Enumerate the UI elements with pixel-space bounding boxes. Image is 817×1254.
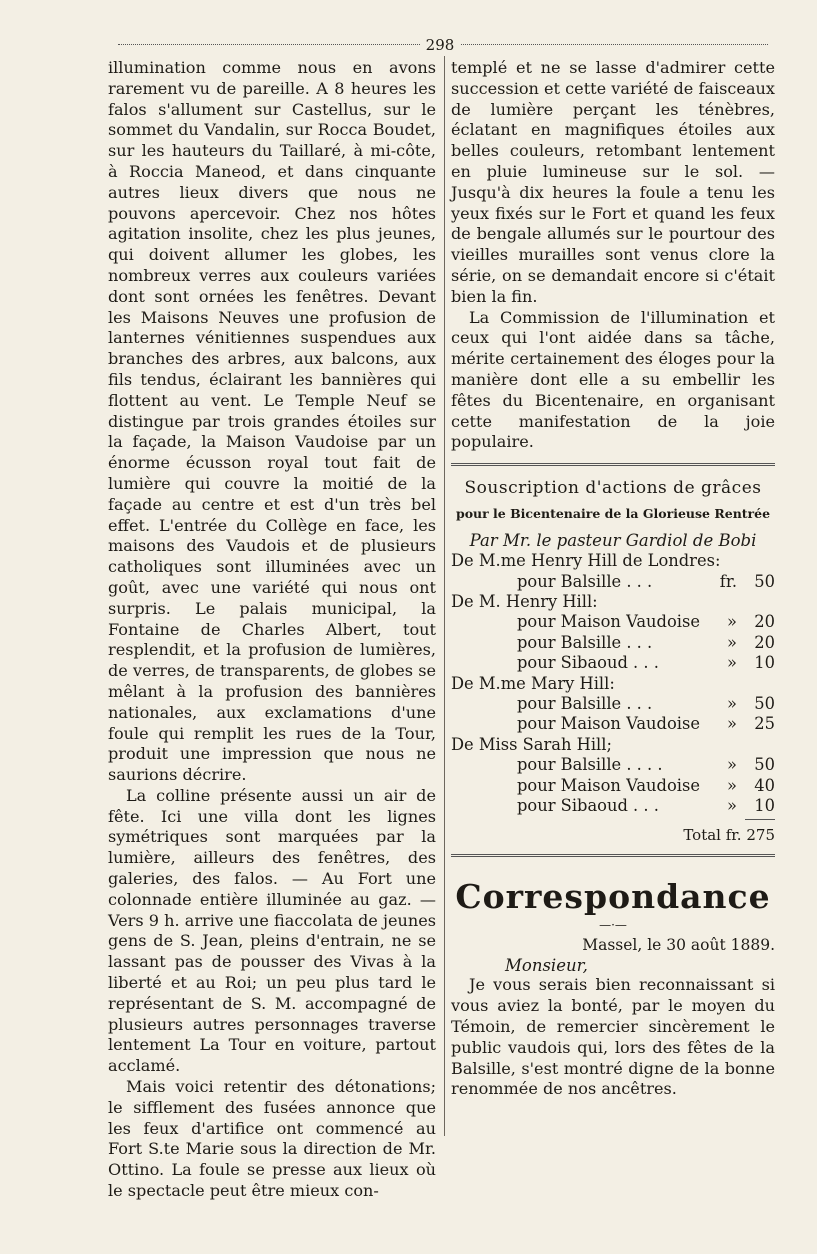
donation-unit: » <box>727 693 737 713</box>
donation-unit: » <box>727 775 737 795</box>
right-column <box>451 58 775 1100</box>
donation-row <box>451 572 775 592</box>
donation-purpose: pour Balsille . . . . <box>517 755 663 775</box>
section-separator <box>451 463 775 466</box>
total-amount: 275 <box>746 826 775 845</box>
paragraph: Mais voici retentir des détonations; le sifflement des fusées annonce que les feux d'artifice ont commencé au Fort S.te Marie sous la direction de Mr. Ottino. La foule se presse aux lieux où le spectacle peut être mieux con- <box>108 1077 436 1201</box>
donation-amount: 10 <box>754 796 775 816</box>
donation-amount: 10 <box>754 653 775 673</box>
donation-row <box>451 714 775 734</box>
donation-amount: 50 <box>754 571 775 591</box>
donation-row <box>451 735 775 755</box>
donation-purpose: pour Maison Vaudoise <box>517 714 700 734</box>
donation-unit: » <box>727 755 737 775</box>
page-number: 298 <box>420 36 460 54</box>
donor-name: De M. Henry Hill: <box>451 591 598 611</box>
donation-table <box>451 551 775 816</box>
donation-row <box>451 694 775 714</box>
donation-amount: 50 <box>754 693 775 713</box>
donation-purpose: pour Balsille . . . <box>517 571 653 591</box>
donor-name: De Miss Sarah Hill; <box>451 734 612 754</box>
donation-unit: fr. <box>719 571 737 591</box>
letter-date: Massel, le 30 août 1889. <box>582 936 775 955</box>
donation-purpose: pour Balsille . . . <box>517 693 653 713</box>
donation-unit: » <box>727 714 737 734</box>
paragraph: La Commission de l'illumination et ceux qui l'ont aidée dans sa tâche, mérite certainement des éloges pour la manière dont elle a su embellir les fêtes du Bicentenaire, en organisant cette manifestation de la joie populaire. <box>451 307 775 452</box>
section-separator <box>451 854 775 857</box>
donation-row <box>451 796 775 816</box>
donation-row <box>451 776 775 796</box>
donation-purpose: pour Sibaoud . . . <box>517 796 659 816</box>
donation-row <box>451 755 775 775</box>
subscription-collector: Par Mr. le pasteur Gardiol de Bobi <box>469 531 757 551</box>
donation-total <box>451 826 775 844</box>
donation-purpose: pour Maison Vaudoise <box>517 775 700 795</box>
donor-name: De M.me Henry Hill de Londres: <box>451 551 721 571</box>
left-column <box>108 58 436 1202</box>
donation-unit: » <box>727 796 737 816</box>
donation-amount: 25 <box>754 714 775 734</box>
column-divider <box>444 56 445 1136</box>
donation-unit: » <box>727 632 737 652</box>
letter-salutation: Monsieur, <box>505 956 588 976</box>
correspondence-title: Correspondance <box>455 877 771 917</box>
letter-body: Je vous serais bien reconnaissant si vous aviez la bonté, par le moyen du Témoin, de remercier sincèrement le public vaudois qui, lors des fêtes de la Balsille, s'est montré digne de la bonne renommée de nos ancêtres. <box>451 975 775 1099</box>
donation-amount: 20 <box>754 632 775 652</box>
total-label: Total fr. <box>683 826 742 845</box>
donation-row <box>451 674 775 694</box>
donation-unit: » <box>727 653 737 673</box>
donation-purpose: pour Balsille . . . <box>517 632 653 652</box>
donation-amount: 40 <box>754 775 775 795</box>
donation-row <box>451 633 775 653</box>
subscription-title: Souscription d'actions de grâces <box>464 478 762 499</box>
donation-amount: 50 <box>754 755 775 775</box>
total-rule <box>745 819 775 820</box>
ornament-dash: —·— <box>599 918 627 933</box>
donation-row <box>451 612 775 632</box>
paragraph: illumination comme nous en avons rarement vu de pareille. A 8 heures les falos s'allument sur Castellus, sur le sommet du Vandalin, sur Rocca Boudet, sur les hauteurs du Taillaré, à mi-côte, à Roccia Maneod, et dans cinquante autres lieux divers que nous ne pouvons apercevoir. Chez nos hôtes agitation insolite, chez les plus jeunes, qui doivent allumer les globes, les nombreux verres aux couleurs variées dont sont ornées les fenêtres. Devant les Maisons Neuves une profusion de lanternes vénitiennes suspendues aux branches des arbres, aux balcons, aux fils tendus, éclairant les bannières qui flottent au vent. Le Temple Neuf se distingue par trois grandes étoiles sur la façade, la Maison Vaudoise par un énorme écusson royal tout fait de lumière qui couvre la moitié de la façade au centre et est d'un très bel effet. L'entrée du Collège en face, les maisons des Vaudois et de plusieurs catholiques sont illuminées avec un goût, avec une variété qui nous ont surpris. Le palais municipal, la Fontaine de Charles Albert, tout resplendit, et la profusion de lumières, de verres, de transparents, de globes se mêlant à la profusion des bannières nationales, aux exclamations d'une foule qui remplit les rues de la Tour, produit une impression que nous ne saurions décrire. <box>108 58 436 785</box>
paragraph: templé et ne se lasse d'admirer cette succession et cette variété de faisceaux de lumière perçant les ténèbres, éclatant en magnifiques étoiles aux belles couleurs, retombant lentement en pluie lumineuse sur le sol. — Jusqu'à dix heures la foule a tenu les yeux fixés sur le Fort et quand les feux de bengale allumés sur le pourtour des vieilles murailles sont venus clore la série, on se demandait encore si c'était bien la fin. <box>451 58 775 306</box>
donation-row <box>451 551 775 571</box>
donation-purpose: pour Maison Vaudoise <box>517 612 700 632</box>
donation-purpose: pour Sibaoud . . . <box>517 653 659 673</box>
paragraph: La colline présente aussi un air de fête. Ici une villa dont les lignes symétriques sont marquées par la lumière, ailleurs des fenêtres, des galeries, des falos. — Au Fort une colonnade entière illuminée au gaz. — Vers 9 h. arrive une fiaccolata de jeunes gens de S. Jean, pleins d'entrain, ne se lassant pas de pousser des Vivas à la liberté et au Roi; un peu plus tard le représentant de S. M. accompagné de plusieurs autres personnages traverse lentement La Tour en voiture, partout acclamé. <box>108 785 436 1076</box>
donation-amount: 20 <box>754 612 775 632</box>
donation-unit: » <box>727 612 737 632</box>
donation-row <box>451 592 775 612</box>
donor-name: De M.me Mary Hill: <box>451 673 615 693</box>
donation-row <box>451 653 775 673</box>
subscription-subtitle: pour le Bicentenaire de la Glorieuse Rentrée <box>455 506 771 522</box>
